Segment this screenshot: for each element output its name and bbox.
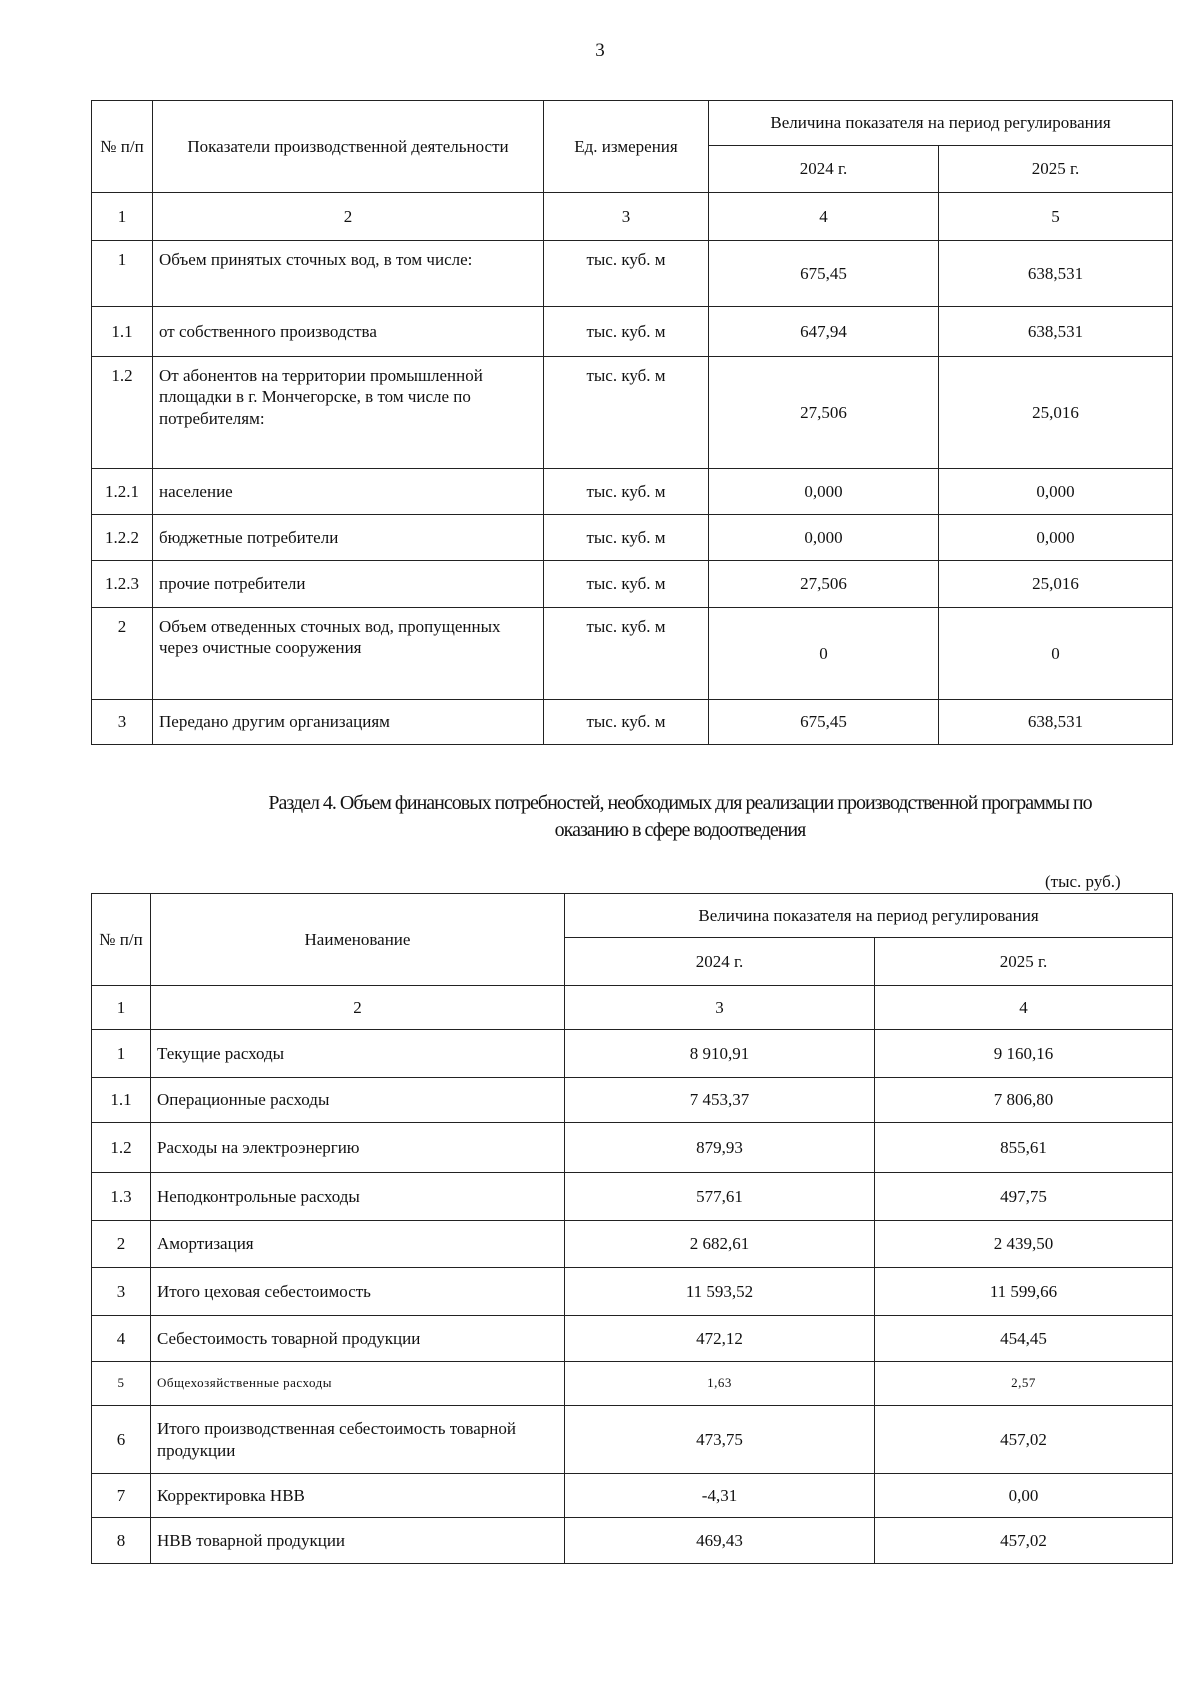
table-row (92, 700, 1173, 745)
row-value-2024: 0 (709, 608, 939, 700)
row-num: 3 (92, 1268, 151, 1316)
row-unit: тыс. куб. м (544, 608, 709, 700)
table-row (92, 1173, 1173, 1221)
row-value-2025: 7 806,80 (875, 1078, 1173, 1123)
row-unit: тыс. куб. м (544, 307, 709, 357)
row-value-2025: 497,75 (875, 1173, 1173, 1221)
row-value-2024: 27,506 (709, 561, 939, 608)
table-row (92, 1518, 1173, 1564)
table-row (92, 1474, 1173, 1518)
header-unit: Ед. измерения (544, 101, 709, 193)
row-value-2025: 855,61 (875, 1123, 1173, 1173)
row-unit: тыс. куб. м (544, 700, 709, 745)
row-value-2025: 9 160,16 (875, 1030, 1173, 1078)
row-value-2025: 25,016 (939, 561, 1173, 608)
row-value-2024: 11 593,52 (565, 1268, 875, 1316)
row-num: 1 (92, 1030, 151, 1078)
row-name: Себестоимость товарной продукции (151, 1316, 565, 1362)
row-name: Текущие расходы (151, 1030, 565, 1078)
row-name: Общехозяйственные расходы (151, 1362, 565, 1406)
header-period: Величина показателя на период регулирования (565, 894, 1173, 938)
row-name: Неподконтрольные расходы (151, 1173, 565, 1221)
row-unit: тыс. куб. м (544, 469, 709, 515)
header-indicator: Показатели производственной деятельности (153, 101, 544, 193)
row-name: от собственного производства (153, 307, 544, 357)
row-value-2025: 457,02 (875, 1406, 1173, 1474)
table-row (92, 1221, 1173, 1268)
row-num: 1.1 (92, 307, 153, 357)
row-unit: тыс. куб. м (544, 357, 709, 469)
col-number: 4 (875, 986, 1173, 1030)
table-row (92, 241, 1173, 307)
financial-needs-table (91, 893, 1173, 1564)
header-year-2025: 2025 г. (875, 938, 1173, 986)
row-name: От абонентов на территории промышленной площадки в г. Мончегорске, в том числе по потребителям: (153, 357, 544, 469)
header-name: Наименование (151, 894, 565, 986)
row-value-2024: 469,43 (565, 1518, 875, 1564)
col-number: 2 (153, 193, 544, 241)
row-num: 1.1 (92, 1078, 151, 1123)
row-name: Итого цеховая себестоимость (151, 1268, 565, 1316)
row-num: 8 (92, 1518, 151, 1564)
row-num: 4 (92, 1316, 151, 1362)
row-name: Объем отведенных сточных вод, пропущенных через очистные сооружения (153, 608, 544, 700)
section-title: Раздел 4. Объем финансовых потребностей, необходимых для реализации производственной программы по оказанию в сфере водоотведения (268, 792, 1092, 841)
col-number: 4 (709, 193, 939, 241)
header-num: № п/п (92, 894, 151, 986)
row-value-2025: 457,02 (875, 1518, 1173, 1564)
row-num: 6 (92, 1406, 151, 1474)
row-value-2025: 2 439,50 (875, 1221, 1173, 1268)
row-value-2025: 0,000 (939, 469, 1173, 515)
row-value-2025: 25,016 (939, 357, 1173, 469)
row-name: Амортизация (151, 1221, 565, 1268)
row-value-2025: 638,531 (939, 241, 1173, 307)
row-num: 1.2.2 (92, 515, 153, 561)
table-row (92, 307, 1173, 357)
row-value-2025: 638,531 (939, 307, 1173, 357)
row-value-2025: 0 (939, 608, 1173, 700)
row-value-2024: 879,93 (565, 1123, 875, 1173)
page-number: 3 (595, 40, 605, 61)
column-number-row (92, 193, 1173, 241)
col-number: 2 (151, 986, 565, 1030)
header-num: № п/п (92, 101, 153, 193)
unit-note: (тыс. руб.) (1045, 872, 1121, 891)
row-num: 1 (92, 241, 153, 307)
table-row (92, 608, 1173, 700)
table-row (92, 515, 1173, 561)
row-value-2025: 638,531 (939, 700, 1173, 745)
table-row (92, 1030, 1173, 1078)
row-name: население (153, 469, 544, 515)
table-row (92, 1078, 1173, 1123)
row-value-2024: 1,63 (565, 1362, 875, 1406)
row-value-2025: 0,000 (939, 515, 1173, 561)
row-value-2024: 577,61 (565, 1173, 875, 1221)
col-number: 3 (544, 193, 709, 241)
row-value-2025: 454,45 (875, 1316, 1173, 1362)
header-year-2024: 2024 г. (709, 146, 939, 193)
row-num: 7 (92, 1474, 151, 1518)
table-row (92, 1123, 1173, 1173)
header-year-2024: 2024 г. (565, 938, 875, 986)
row-value-2024: 473,75 (565, 1406, 875, 1474)
row-name: Расходы на электроэнергию (151, 1123, 565, 1173)
row-name: НВВ товарной продукции (151, 1518, 565, 1564)
row-value-2024: 675,45 (709, 241, 939, 307)
row-unit: тыс. куб. м (544, 241, 709, 307)
row-unit: тыс. куб. м (544, 561, 709, 608)
row-name: Объем принятых сточных вод, в том числе: (153, 241, 544, 307)
row-name: Итого производственная себестоимость товарной продукции (151, 1406, 565, 1474)
row-value-2024: 7 453,37 (565, 1078, 875, 1123)
row-value-2025: 11 599,66 (875, 1268, 1173, 1316)
row-name: прочие потребители (153, 561, 544, 608)
row-num: 1.3 (92, 1173, 151, 1221)
row-value-2025: 0,00 (875, 1474, 1173, 1518)
table-row (92, 1268, 1173, 1316)
row-num: 2 (92, 608, 153, 700)
table-row (92, 1316, 1173, 1362)
row-value-2024: 647,94 (709, 307, 939, 357)
row-value-2024: -4,31 (565, 1474, 875, 1518)
table-row (92, 469, 1173, 515)
table-row (92, 1406, 1173, 1474)
col-number: 5 (939, 193, 1173, 241)
table-row (92, 1362, 1173, 1406)
row-value-2024: 27,506 (709, 357, 939, 469)
row-num: 2 (92, 1221, 151, 1268)
row-name: бюджетные потребители (153, 515, 544, 561)
row-value-2024: 0,000 (709, 515, 939, 561)
row-value-2024: 2 682,61 (565, 1221, 875, 1268)
row-value-2024: 0,000 (709, 469, 939, 515)
row-num: 1.2 (92, 1123, 151, 1173)
table-row (92, 561, 1173, 608)
row-unit: тыс. куб. м (544, 515, 709, 561)
header-period: Величина показателя на период регулирования (709, 101, 1173, 146)
row-num: 1.2.3 (92, 561, 153, 608)
row-name: Корректировка НВВ (151, 1474, 565, 1518)
row-value-2025: 2,57 (875, 1362, 1173, 1406)
col-number: 1 (92, 986, 151, 1030)
col-number: 3 (565, 986, 875, 1030)
header-year-2025: 2025 г. (939, 146, 1173, 193)
column-number-row (92, 986, 1173, 1030)
row-num: 1.2.1 (92, 469, 153, 515)
table-row (92, 357, 1173, 469)
col-number: 1 (92, 193, 153, 241)
production-indicators-table (91, 100, 1173, 745)
row-value-2024: 8 910,91 (565, 1030, 875, 1078)
row-num: 1.2 (92, 357, 153, 469)
row-name: Передано другим организациям (153, 700, 544, 745)
row-value-2024: 472,12 (565, 1316, 875, 1362)
row-num: 3 (92, 700, 153, 745)
row-value-2024: 675,45 (709, 700, 939, 745)
row-name: Операционные расходы (151, 1078, 565, 1123)
row-num: 5 (92, 1362, 151, 1406)
